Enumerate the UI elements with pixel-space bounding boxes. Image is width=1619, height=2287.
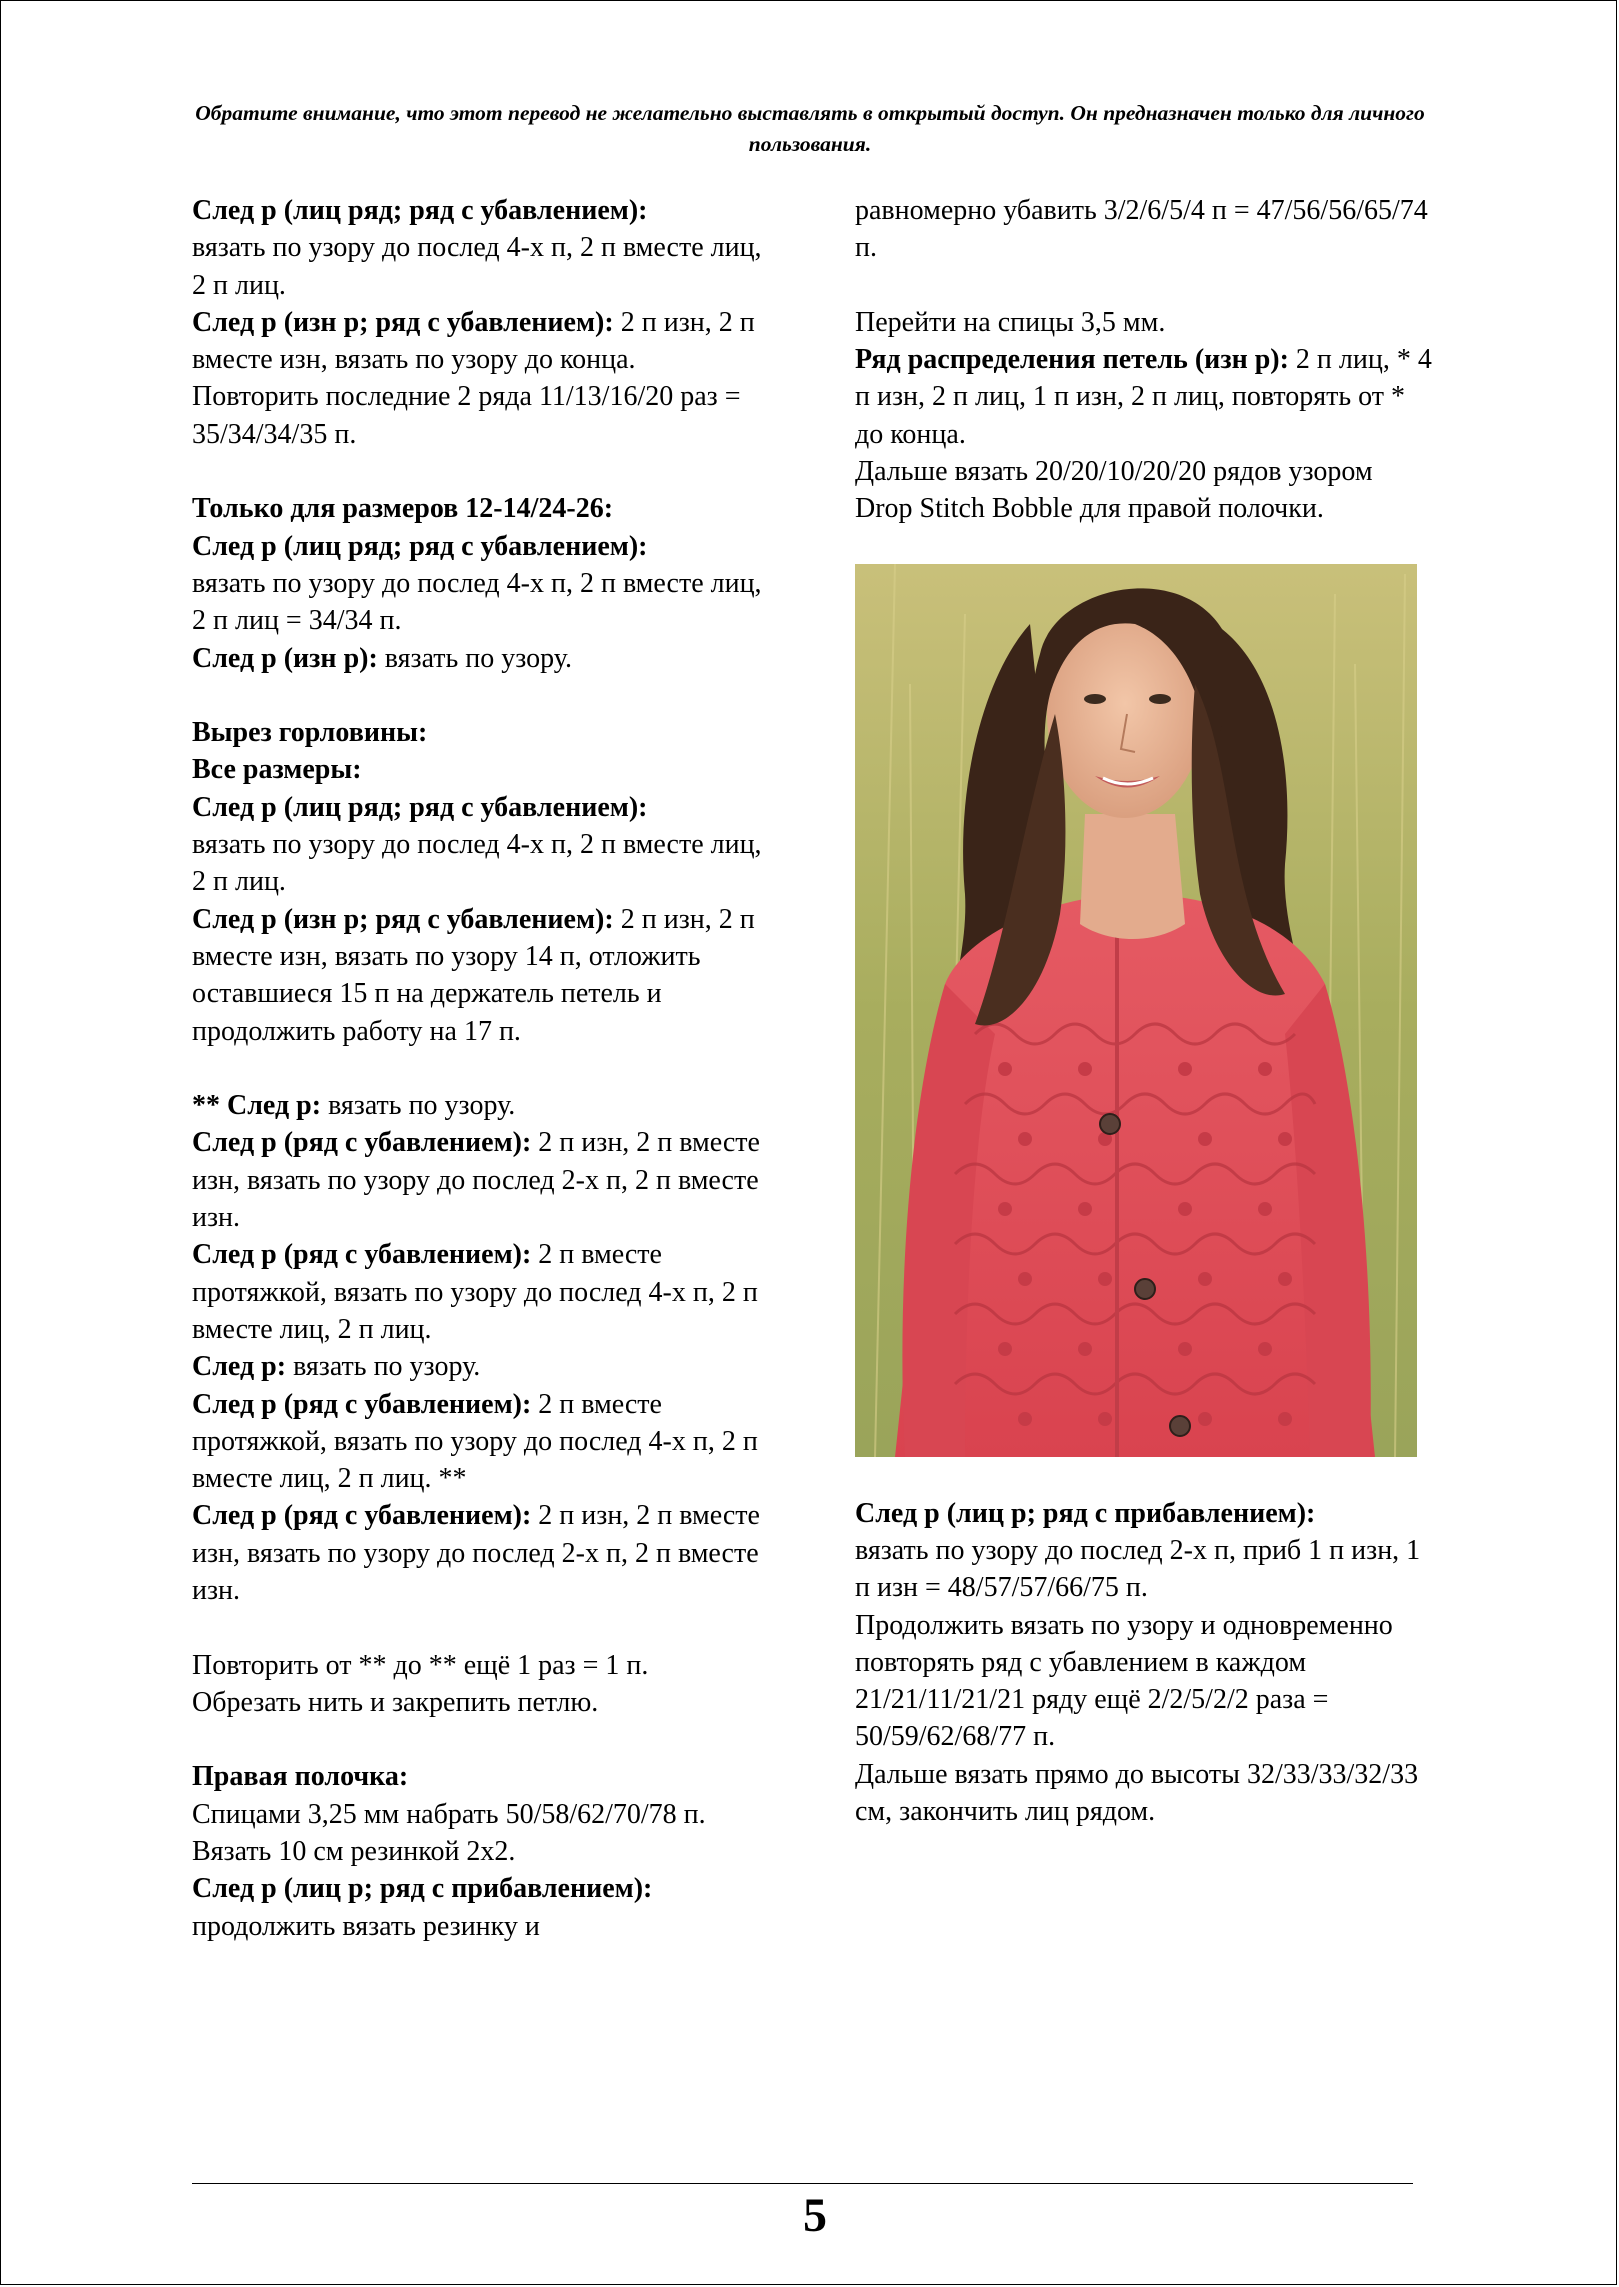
instruction-heading: Только для размеров 12-14/24-26: [192, 493, 614, 525]
instruction-heading: Вырез горловины: [192, 717, 428, 749]
model-photo [855, 564, 1417, 1457]
instruction-heading: След р (лиц ряд; ряд с убавлением): [192, 791, 648, 823]
instruction-heading: Ряд распределения петель (изн р): [855, 344, 1289, 376]
instruction-paragraph [192, 1386, 772, 1498]
instruction-paragraph [192, 1758, 772, 1795]
instruction-heading: След р (лиц р; ряд с прибавлением): [855, 1497, 1316, 1529]
instruction-text: 2 п вместе протяжкой, вязать по узору до послед 4-х п, 2 п вместе лиц, 2 п лиц. ** [192, 1388, 758, 1495]
instruction-text: вязать по узору до послед 2-х п, приб 1 п изн, 1 п изн = 48/57/57/66/75 п. [855, 1534, 1421, 1604]
page-number: 5 [803, 2189, 827, 2242]
instruction-paragraph [192, 1796, 772, 1833]
instruction-paragraph [192, 490, 772, 527]
instruction-text: Перейти на спицы 3,5 мм. [855, 306, 1166, 338]
instruction-text: Дальше вязать прямо до высоты 32/33/33/32/33 см, закончить лиц рядом. [855, 1758, 1419, 1828]
instruction-paragraph [192, 751, 772, 788]
instruction-paragraph [192, 378, 772, 453]
instruction-heading: След р (ряд с убавлением): [192, 1500, 532, 1532]
paragraph-gap [192, 1721, 772, 1758]
right-column-bottom [855, 1495, 1435, 1831]
instruction-text: 2 п изн, 2 п вместе изн, вязать по узору до конца. [192, 306, 755, 376]
instruction-paragraph [192, 1087, 772, 1124]
instruction-paragraph [192, 1348, 772, 1385]
instruction-paragraph [192, 528, 772, 640]
instruction-heading: След р: [192, 1351, 287, 1383]
instruction-paragraph [192, 1833, 772, 1870]
instruction-text: 2 п лиц, * 4 п изн, 2 п лиц, 1 п изн, 2 п лиц, повторять от * до конца. [855, 344, 1432, 450]
instruction-text: Повторить от ** до ** ещё 1 раз = 1 п. [192, 1649, 649, 1681]
instruction-text: 2 п изн, 2 п вместе изн, вязать по узору до послед 2-х п, 2 п вместе изн. [192, 1500, 760, 1606]
instruction-text: 2 п изн, 2 п вместе изн, вязать по узору до послед 2-х п, 2 п вместе изн. [192, 1127, 760, 1234]
instruction-paragraph [192, 1124, 772, 1236]
instruction-paragraph [192, 1497, 772, 1609]
instruction-heading: След р (изн р): [192, 642, 378, 674]
instruction-paragraph [855, 1495, 1435, 1607]
instruction-heading: Все размеры: [192, 754, 362, 786]
instruction-text: Вязать 10 см резинкой 2х2. [192, 1836, 516, 1868]
instruction-heading: След р (ряд с убавлением): [192, 1239, 532, 1271]
instruction-heading: След р (лиц ряд; ряд с убавлением): [192, 195, 648, 226]
instruction-text: вязать по узору до послед 4-х п, 2 п вместе лиц, 2 п лиц = 34/34 п. [192, 567, 762, 637]
instruction-paragraph [192, 192, 772, 304]
instruction-heading: След р (изн р; ряд с убавлением): [192, 306, 614, 338]
instruction-heading: Правая полочка: [192, 1761, 409, 1793]
instruction-text: Спицами 3,25 мм набрать 50/58/62/70/78 п. [192, 1798, 706, 1830]
instruction-paragraph [855, 453, 1435, 528]
instruction-text: равномерно убавить 3/2/6/5/4 п = 47/56/56/65/74 п. [855, 195, 1428, 264]
instruction-heading: След р (ряд с убавлением): [192, 1388, 532, 1420]
instruction-text: вязать по узору. [321, 1090, 516, 1122]
instruction-text: вязать по узору. [286, 1351, 481, 1383]
instruction-text: 2 п изн, 2 п вместе изн, вязать по узору 14 п, отложить оставшиеся 15 п на держатель петель и продолжить работу на 17 п. [192, 903, 755, 1047]
instruction-paragraph [192, 1870, 772, 1945]
footer-divider [192, 2183, 1413, 2184]
instruction-text: Дальше вязать 20/20/10/20/20 рядов узором Drop Stitch Bobble для правой полочки. [855, 456, 1373, 525]
instruction-paragraph [855, 192, 1435, 267]
instruction-text: 2 п вместе протяжкой, вязать по узору до послед 4-х п, 2 п вместе лиц, 2 п лиц. [192, 1239, 758, 1345]
instruction-paragraph [192, 1684, 772, 1721]
instruction-text: Повторить последние 2 ряда 11/13/16/20 раз = 35/34/34/35 п. [192, 381, 741, 450]
instruction-heading: След р (лиц ряд; ряд с убавлением): [192, 530, 648, 562]
instruction-paragraph [855, 341, 1435, 453]
instruction-paragraph [192, 901, 772, 1050]
instruction-paragraph [192, 1236, 772, 1348]
translation-notice: Обратите внимание, что этот перевод не желательно выставлять в открытый доступ. Он предназначен только для личного пользования. [195, 101, 1425, 156]
instruction-text: продолжить вязать резинку и [192, 1910, 540, 1942]
paragraph-gap [192, 453, 772, 490]
instruction-paragraph [192, 640, 772, 677]
instruction-heading: След р (ряд с убавлением): [192, 1127, 532, 1159]
paragraph-gap [192, 677, 772, 714]
paragraph-gap [855, 267, 1435, 304]
instruction-paragraph [192, 304, 772, 379]
instruction-paragraph [192, 789, 772, 901]
instruction-paragraph [855, 304, 1435, 341]
instruction-text: Продолжить вязать по узору и одновременно повторять ряд с убавлением в каждом 21/21/11/21/21 ряду ещё 2/2/5/2/2 раза = 50/59/62/68/77 п. [855, 1609, 1393, 1753]
right-column-top [855, 192, 1435, 528]
left-column [192, 192, 772, 1945]
instruction-heading: ** След р: [192, 1090, 322, 1122]
paragraph-gap [192, 1609, 772, 1646]
instruction-text: вязать по узору. [377, 642, 573, 674]
instruction-text: Обрезать нить и закрепить петлю. [192, 1686, 599, 1718]
instruction-text: вязать по узору до послед 4-х п, 2 п вместе лиц, 2 п лиц. [192, 232, 762, 301]
instruction-heading: След р (изн р; ряд с убавлением): [192, 903, 614, 935]
woman-in-cardigan-photo [855, 564, 1417, 1457]
instruction-paragraph [855, 1756, 1435, 1831]
paragraph-gap [192, 1050, 772, 1087]
instruction-text: вязать по узору до послед 4-х п, 2 п вместе лиц, 2 п лиц. [192, 829, 762, 898]
instruction-paragraph [192, 1647, 772, 1684]
instruction-heading: След р (лиц р; ряд с прибавлением): [192, 1873, 653, 1905]
right-column [855, 192, 1435, 1830]
instruction-paragraph [855, 1607, 1435, 1756]
instruction-paragraph [192, 714, 772, 751]
